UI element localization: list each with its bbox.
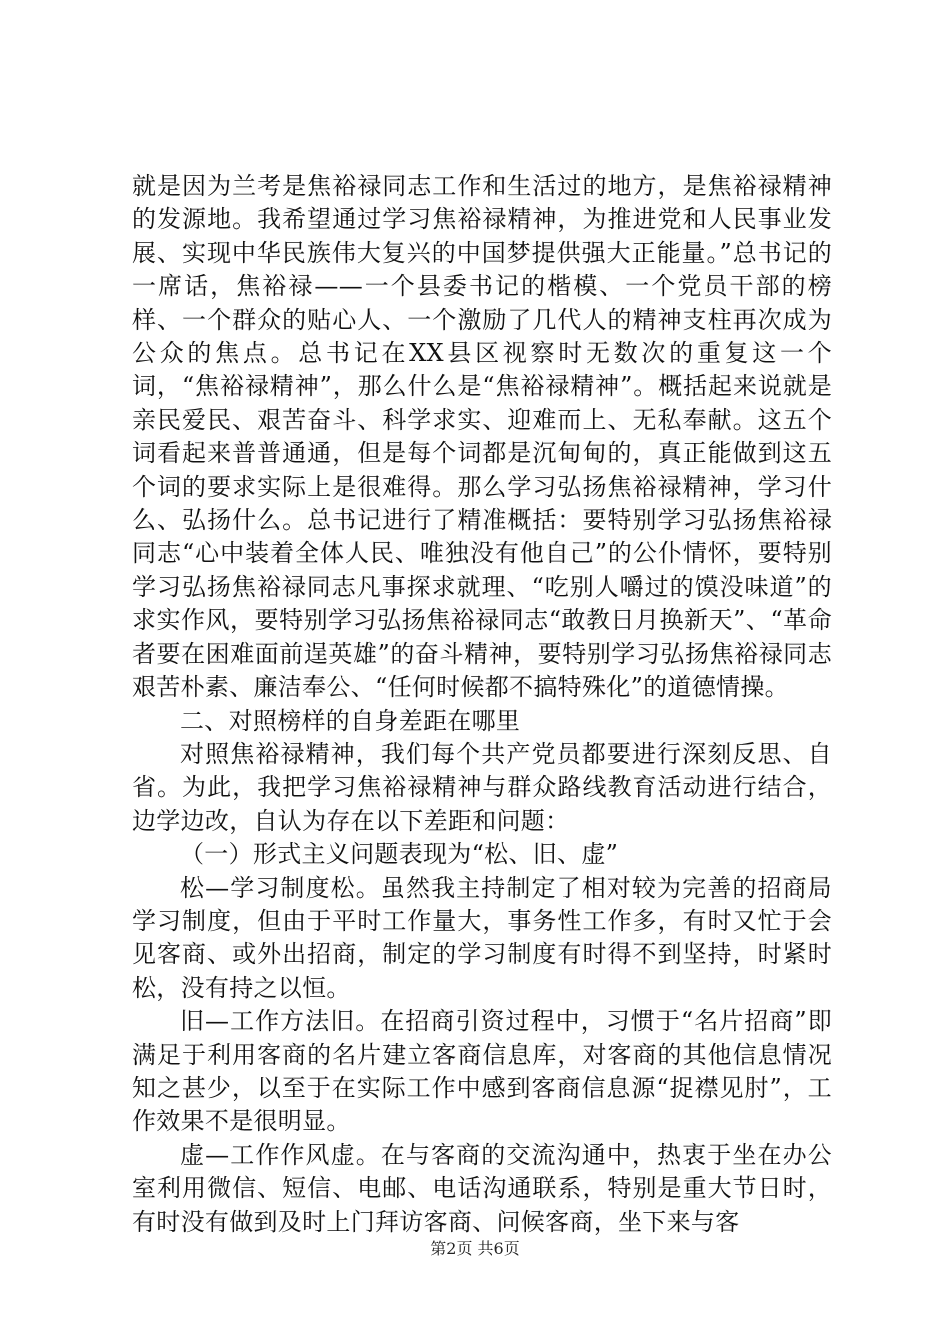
paragraph-old: 旧—工作方法旧。在招商引资过程中，习惯于“名片招商”即满足于利用客商的名片建立客商信息库，对客商的其他信息情况知之甚少，以至于在实际工作中感到客商信息源“捉襟见肘”，工作效果不是很明显。 [132, 1007, 832, 1136]
section-heading: 二、对照榜样的自身差距在哪里 [180, 706, 521, 735]
paragraph-loose: 松—学习制度松。虽然我主持制定了相对较为完善的招商局学习制度，但由于平时工作量大，事务性工作多，有时又忙于会见客商、或外出招商，制定的学习制度有时得不到坚持，时紧时松，没有持之以恒。 [132, 873, 832, 1002]
document-body [132, 170, 832, 1239]
paragraph-reflection: 对照焦裕禄精神，我们每个共产党员都要进行深刻反思、自省。为此，我把学习焦裕禄精神与群众路线教育活动进行结合，边学边改，自认为存在以下差距和问题： [132, 739, 832, 835]
subsection-heading: （一）形式主义问题表现为“松、旧、虚” [180, 840, 619, 869]
page-number-footer: 第2页 共6页 [430, 1239, 520, 1258]
paragraph-continuation: 就是因为兰考是焦裕禄同志工作和生活过的地方，是焦裕禄精神的发源地。我希望通过学习焦裕禄精神，为推进党和人民事业发展、实现中华民族伟大复兴的中国梦提供强大正能量。”总书记的一席话，焦裕禄——一个县委书记的楷模、一个党员干部的榜样、一个群众的贴心人、一个激励了几代人的精神支柱再次成为公众的焦点。总书记在XX县区视察时无数次的重复这一个词，“焦裕禄精神”，那么什么是“焦裕禄精神”。概括起来说就是亲民爱民、艰苦奋斗、科学求实、迎难而上、无私奉献。这五个词看起来普普通通，但是每个词都是沉甸甸的，真正能做到这五个词的要求实际上是很难得。那么学习弘扬焦裕禄精神，学习什么、弘扬什么。总书记进行了精准概括：要特别学习弘扬焦裕禄同志“心中装着全体人民、唯独没有他自己”的公仆情怀，要特别学习弘扬焦裕禄同志凡事探求就理、“吃别人嚼过的馍没味道”的求实作风，要特别学习弘扬焦裕禄同志“敢教日月换新天”、“革命者要在困难面前逞英雄”的奋斗精神，要特别学习弘扬焦裕禄同志艰苦朴素、廉洁奉公、“任何时候都不搞特殊化”的道德情操。 [132, 172, 832, 702]
paragraph-empty: 虚—工作作风虚。在与客商的交流沟通中，热衷于坐在办公室利用微信、短信、电邮、电话沟通联系，特别是重大节日时，有时没有做到及时上门拜访客商、问候客商，坐下来与客 [132, 1140, 832, 1236]
